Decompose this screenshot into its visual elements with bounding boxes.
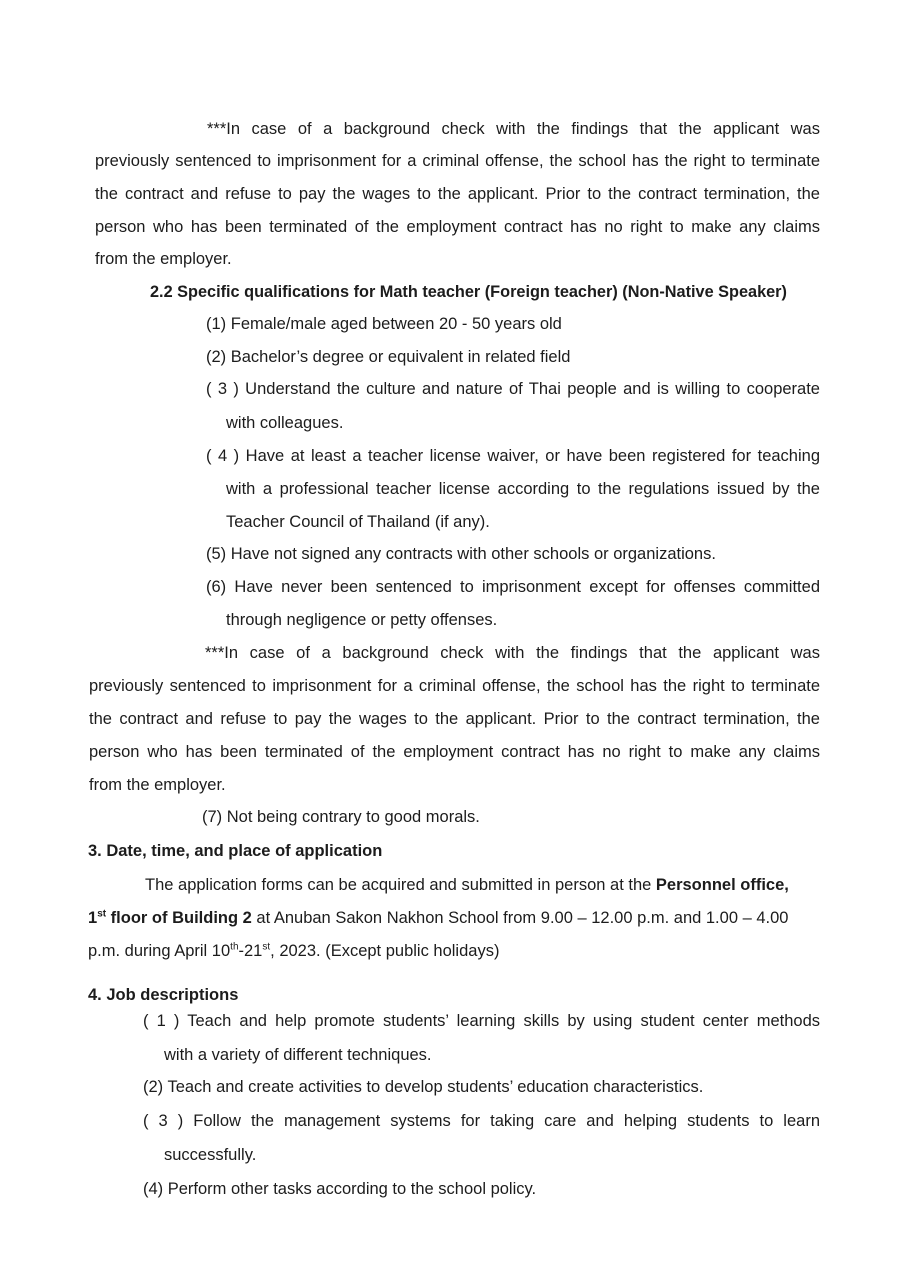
- section-3-heading: 3. Date, time, and place of application: [88, 842, 383, 860]
- qualification-4-line2: with a professional teacher license according to the regulations issued by the: [226, 480, 820, 498]
- note-para1-line3: the contract and refuse to pay the wages to the applicant. Prior to the contract termination, the: [95, 185, 820, 203]
- date-text-c: , 2023. (Except public holidays): [270, 942, 500, 960]
- job-description-4: (4) Perform other tasks according to the school policy.: [143, 1180, 537, 1198]
- qualification-3-line1: ( 3 ) Understand the culture and nature of Thai people and is willing to cooperate: [206, 380, 820, 398]
- job-description-3-line1: ( 3 ) Follow the management systems for taking care and helping students to learn: [143, 1112, 820, 1130]
- floor-suffix: st: [97, 908, 107, 920]
- qualification-4-line1: ( 4 ) Have at least a teacher license waiver, or have been registered for teaching: [206, 447, 820, 465]
- floor-number: 1: [88, 909, 98, 927]
- date-text-b: -21: [238, 942, 263, 960]
- qualification-3-line2: with colleagues.: [226, 414, 344, 432]
- building-text: floor of Building 2: [106, 909, 252, 927]
- date-sup-1: th: [230, 941, 239, 953]
- note-para1-line4: person who has been terminated of the employment contract has no right to make any claims: [95, 218, 820, 236]
- date-sup-2: st: [262, 941, 271, 953]
- note-para1-line1: ***In case of a background check with the findings that the applicant was: [207, 120, 820, 138]
- qualification-6-line2: through negligence or petty offenses.: [226, 611, 498, 629]
- job-description-3-line2: successfully.: [164, 1146, 257, 1164]
- note-para2-line2: previously sentenced to imprisonment for a criminal offense, the school has the right to terminate: [89, 677, 820, 695]
- section-2-2-heading: 2.2 Specific qualifications for Math teacher (Foreign teacher) (Non-Native Speaker): [150, 283, 787, 301]
- qualification-2: (2) Bachelor’s degree or equivalent in related field: [206, 348, 571, 366]
- job-description-2: (2) Teach and create activities to develop students’ education characteristics.: [143, 1078, 704, 1096]
- note-para2-line3: the contract and refuse to pay the wages to the applicant. Prior to the contract termination, the: [89, 710, 820, 728]
- note-para1-line5: from the employer.: [95, 250, 232, 268]
- section-4-heading: 4. Job descriptions: [88, 986, 239, 1004]
- qualification-6-line1: (6) Have never been sentenced to imprisonment except for offenses committed: [206, 578, 820, 596]
- section-3-line2-text: at Anuban Sakon Nakhon School from 9.00 – 12.00 p.m. and 1.00 – 4.00: [251, 909, 789, 927]
- qualification-7: (7) Not being contrary to good morals.: [202, 808, 480, 826]
- personnel-office-text: Personnel office,: [655, 876, 789, 894]
- qualification-4-line3: Teacher Council of Thailand (if any).: [226, 513, 490, 531]
- note-para1-line2: previously sentenced to imprisonment for a criminal offense, the school has the right to terminate: [95, 152, 820, 170]
- qualification-5: (5) Have not signed any contracts with other schools or organizations.: [206, 545, 716, 563]
- job-description-1-line1: ( 1 ) Teach and help promote students’ learning skills by using student center methods: [143, 1012, 820, 1030]
- date-text-a: p.m. during April 10: [88, 942, 231, 960]
- section-3-line3: [88, 940, 499, 962]
- section-3-line1-text: The application forms can be acquired and submitted in person at the: [145, 876, 656, 894]
- note-para2-line4: person who has been terminated of the employment contract has no right to make any claims: [89, 743, 820, 761]
- note-para2-line5: from the employer.: [89, 776, 226, 794]
- section-3-line1: [145, 874, 789, 896]
- qualification-1: (1) Female/male aged between 20 - 50 years old: [206, 315, 562, 333]
- note-para2-line1: ***In case of a background check with the findings that the applicant was: [205, 644, 820, 662]
- job-description-1-line2: with a variety of different techniques.: [164, 1046, 432, 1064]
- section-3-line2: [88, 907, 820, 929]
